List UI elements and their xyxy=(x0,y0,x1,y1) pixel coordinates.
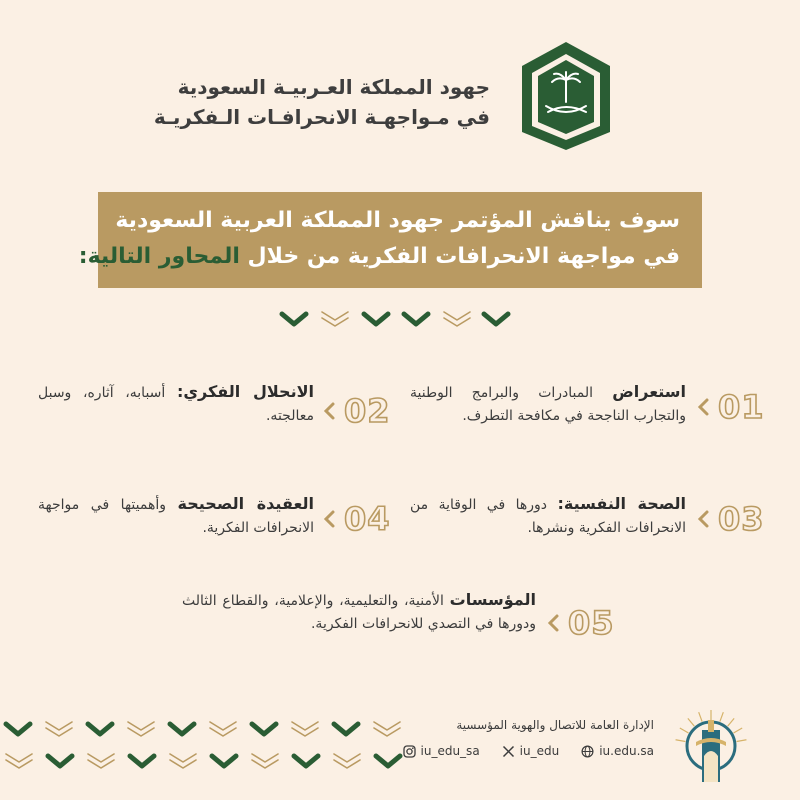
item-number: 03 xyxy=(718,500,765,538)
item-05-text xyxy=(182,588,536,636)
department-name: الإدارة العامة للاتصال والهوية المؤسسية xyxy=(456,718,654,732)
social-x[interactable] xyxy=(502,744,560,758)
chevron-left-icon xyxy=(322,401,336,421)
title-line-1: جهود المملكة العـربيـة السعودية xyxy=(177,75,490,99)
item-body: المبادرات والبرامج الوطنية والتجارب الناجحة في مكافحة التطرف. xyxy=(410,385,686,424)
page-title xyxy=(154,72,490,132)
social-handle: iu_edu_sa xyxy=(420,744,480,758)
chevron-left-icon xyxy=(322,509,336,529)
item-number: 04 xyxy=(344,500,391,538)
item-body: دورها في الوقاية من الانحرافات الفكرية ونشرها. xyxy=(410,497,686,536)
chevron-left-icon xyxy=(696,509,710,529)
social-links xyxy=(403,744,654,758)
item-heading: المؤسسات xyxy=(449,590,536,609)
item-01-text xyxy=(410,380,686,428)
banner-line-2 xyxy=(78,239,680,275)
item-heading: العقيدة الصحيحة xyxy=(177,494,314,513)
item-number-01 xyxy=(696,388,765,426)
conference-logo-icon xyxy=(520,40,612,152)
chevron-left-icon xyxy=(696,397,710,417)
social-handle: iu_edu xyxy=(519,744,560,758)
footer-pattern-icon xyxy=(0,712,440,792)
social-website[interactable] xyxy=(581,744,654,758)
intro-banner xyxy=(78,192,702,288)
item-number-04 xyxy=(322,500,391,538)
item-number: 01 xyxy=(718,388,765,426)
item-heading: استعراض xyxy=(612,382,686,401)
instagram-icon xyxy=(403,745,416,758)
item-number-05 xyxy=(546,604,615,642)
banner-line-1: سوف يناقش المؤتمر جهود المملكة العربية السعودية xyxy=(115,208,680,233)
item-number-02 xyxy=(322,392,391,430)
item-03-text xyxy=(410,492,686,540)
item-number: 02 xyxy=(344,392,391,430)
banner-accent-text: المحاور التالية: xyxy=(78,244,240,269)
title-line-2: في مـواجهـة الانحرافـات الـفكريـة xyxy=(153,105,490,129)
globe-icon xyxy=(581,745,594,758)
banner-line-2-text: في مواجهة الانحرافات الفكرية من خلال xyxy=(239,244,680,269)
university-logo-icon xyxy=(670,706,752,786)
item-02-text xyxy=(38,380,314,428)
item-04-text xyxy=(38,492,314,540)
item-body: وأهميتها في مواجهة الانحرافات الفكرية. xyxy=(38,497,314,536)
social-handle: iu.edu.sa xyxy=(599,744,654,758)
item-body: الأمنية، والتعليمية، والإعلامية، والقطاع الثالث ودورها في التصدي للانحرافات الفكرية. xyxy=(182,593,536,632)
item-heading: الصحة النفسية: xyxy=(557,494,686,513)
chevron-left-icon xyxy=(546,613,560,633)
x-icon xyxy=(502,745,515,758)
chevron-divider-icon xyxy=(278,306,524,328)
item-number-03 xyxy=(696,500,765,538)
item-heading: الانحلال الفكري: xyxy=(176,382,314,401)
social-instagram[interactable] xyxy=(403,744,480,758)
item-number: 05 xyxy=(568,604,615,642)
item-body: أسبابه، آثاره، وسبل معالجته. xyxy=(38,385,314,424)
